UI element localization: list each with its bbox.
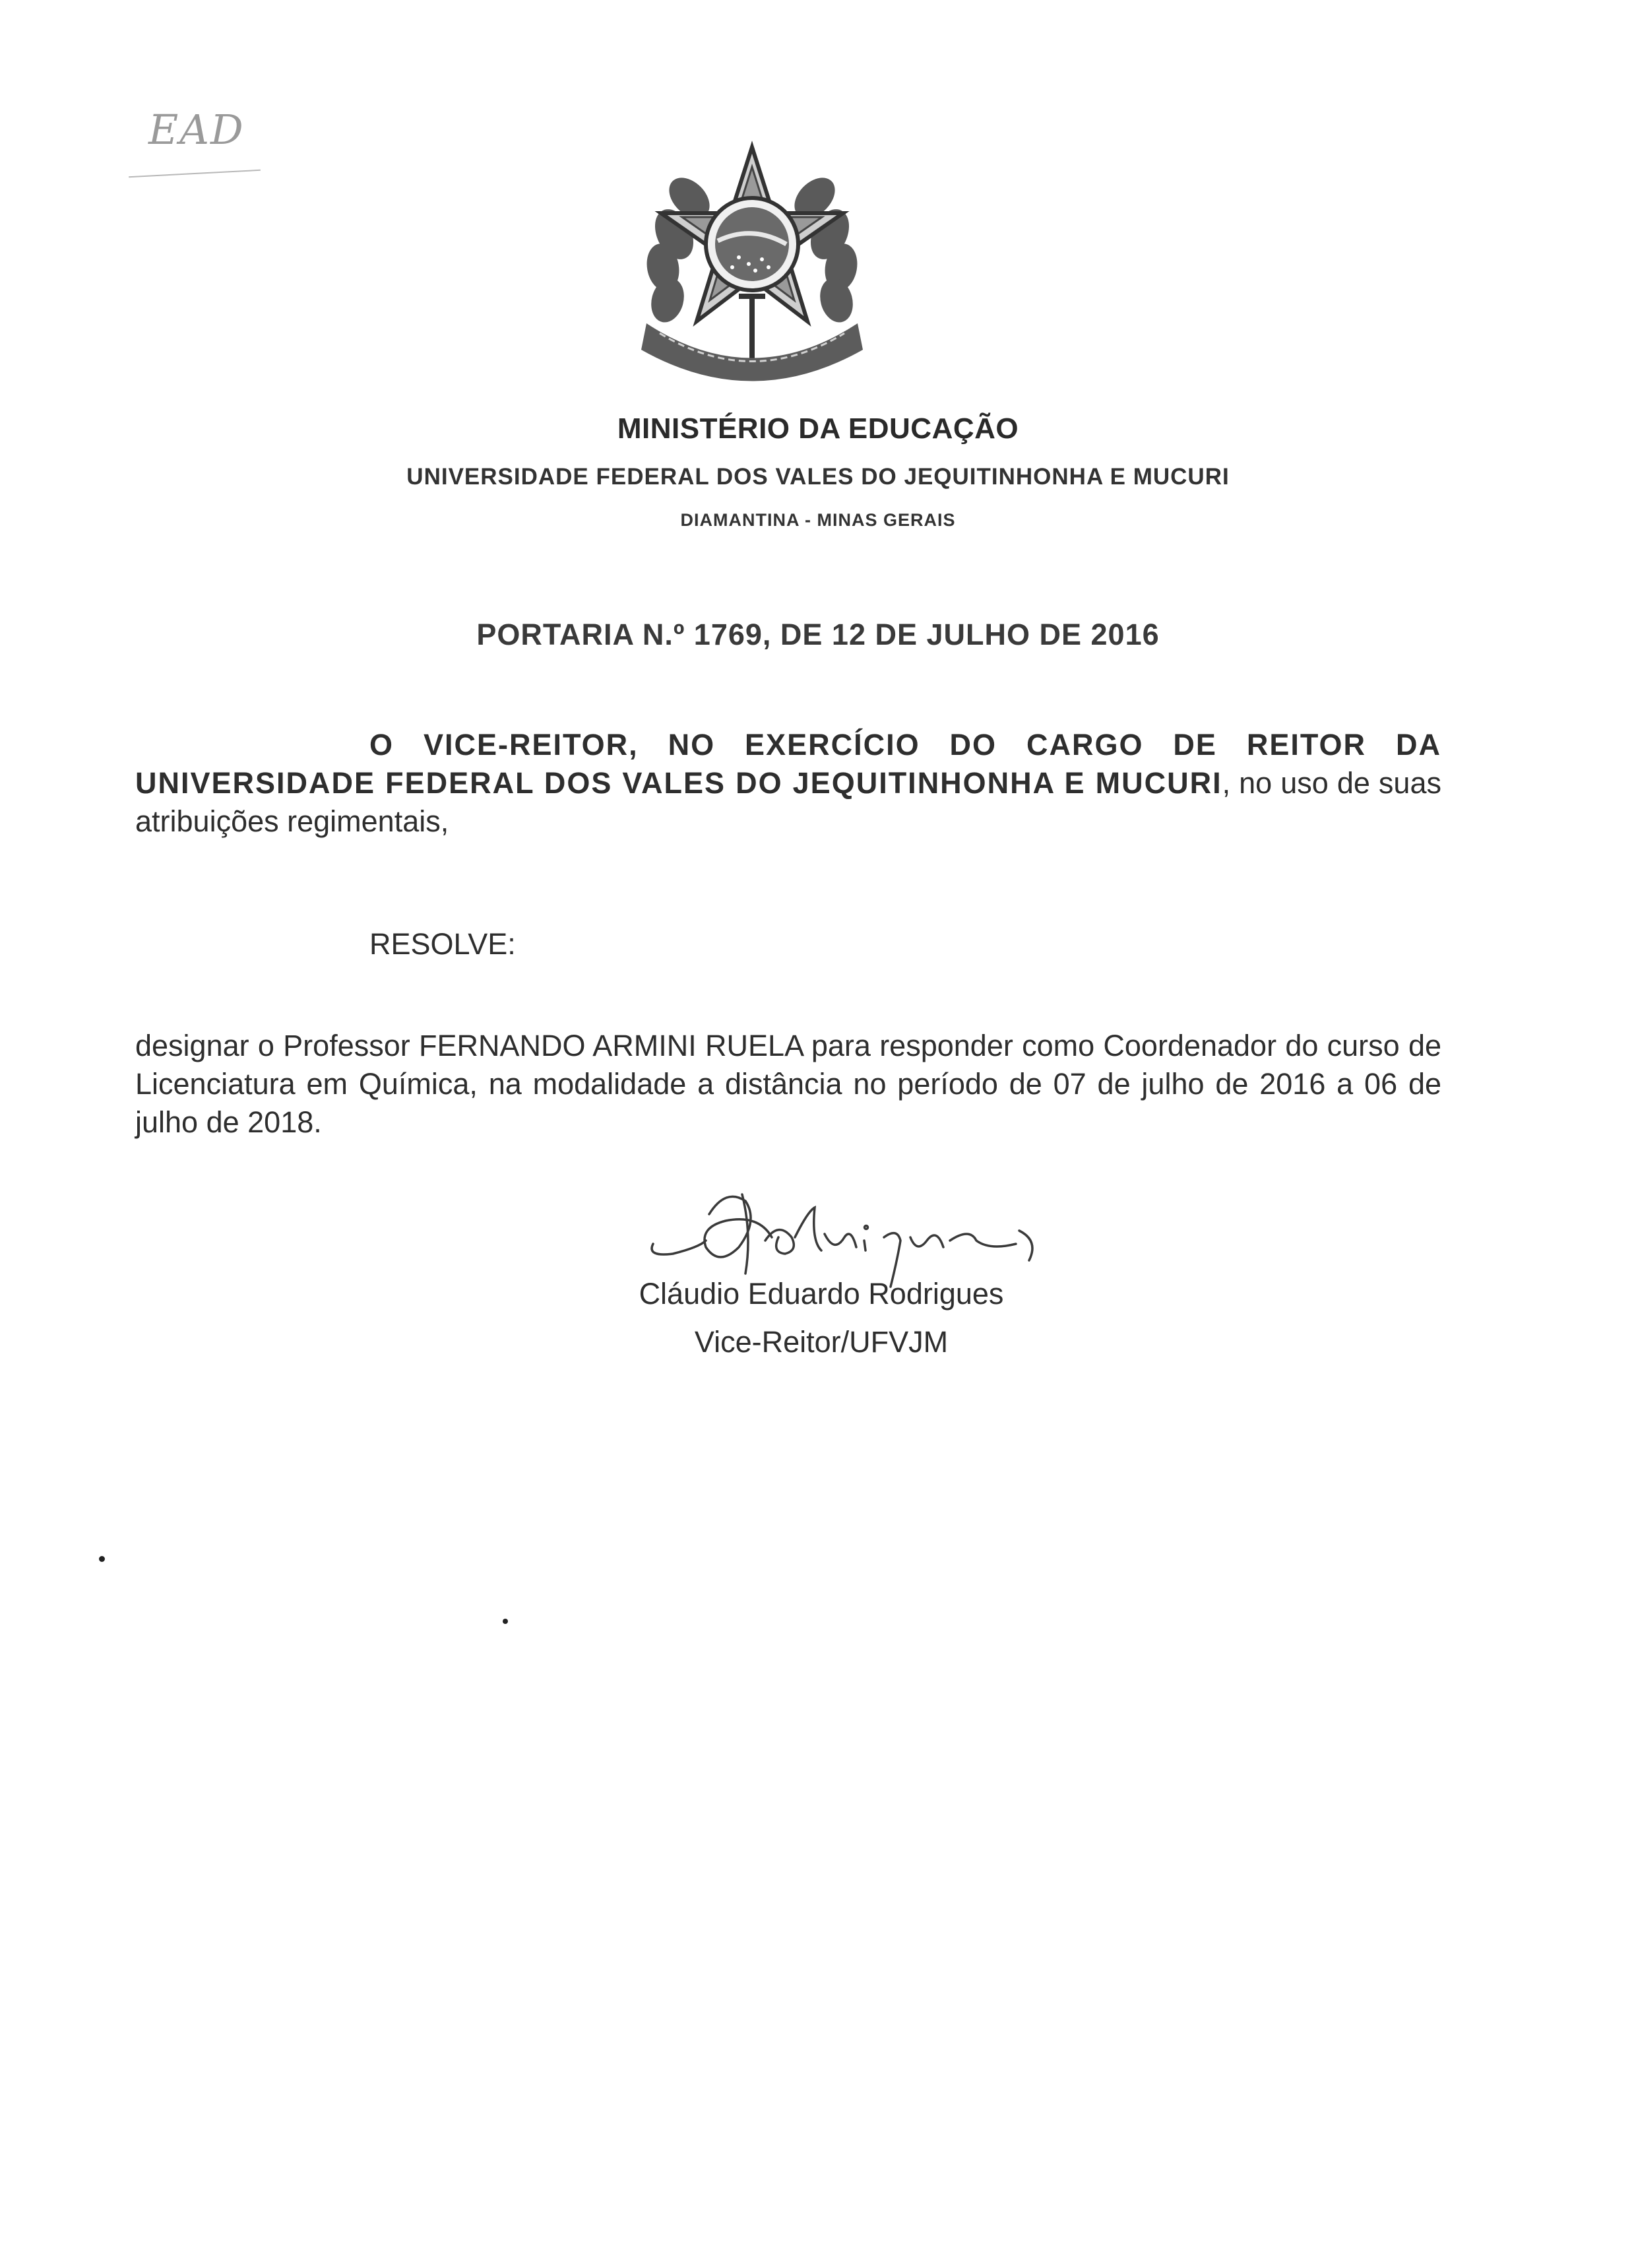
intro-paragraph	[135, 726, 1441, 841]
ministry-heading: MINISTÉRIO DA EDUCAÇÃO	[617, 412, 1019, 445]
handwritten-margin-note: EAD	[148, 106, 245, 154]
intro-rest-text: , no uso de suas atribuições regimentais,	[135, 766, 1441, 838]
scan-speck	[503, 1619, 508, 1624]
city-heading: DIAMANTINA - MINAS GERAIS	[680, 510, 956, 530]
resolve-heading: RESOLVE:	[369, 927, 516, 961]
intro-bold-text: O VICE-REITOR, NO EXERCÍCIO DO CARGO DE REITOR DA UNIVERSIDADE FEDERAL DOS VALES DO JEQUITINHONHA E MUCURI	[135, 728, 1441, 800]
signatory-role: Vice-Reitor/UFVJM	[694, 1325, 949, 1359]
coat-of-arms-icon	[633, 135, 871, 386]
ordinance-title: PORTARIA N.º 1769, DE 12 DE JULHO DE 2016	[476, 618, 1160, 651]
signatory-name: Cláudio Eduardo Rodrigues	[639, 1277, 1004, 1311]
university-heading: UNIVERSIDADE FEDERAL DOS VALES DO JEQUITINHONHA E MUCURI	[406, 464, 1230, 490]
margin-note-underline	[129, 170, 261, 178]
scan-speck	[99, 1556, 105, 1562]
decision-paragraph: designar o Professor FERNANDO ARMINI RUELA para responder como Coordenador do curso de Licenciatura em Química, na modalidade a distância no período de 07 de julho de 2016 a 06 de julho de 2018.	[135, 1029, 1441, 1139]
